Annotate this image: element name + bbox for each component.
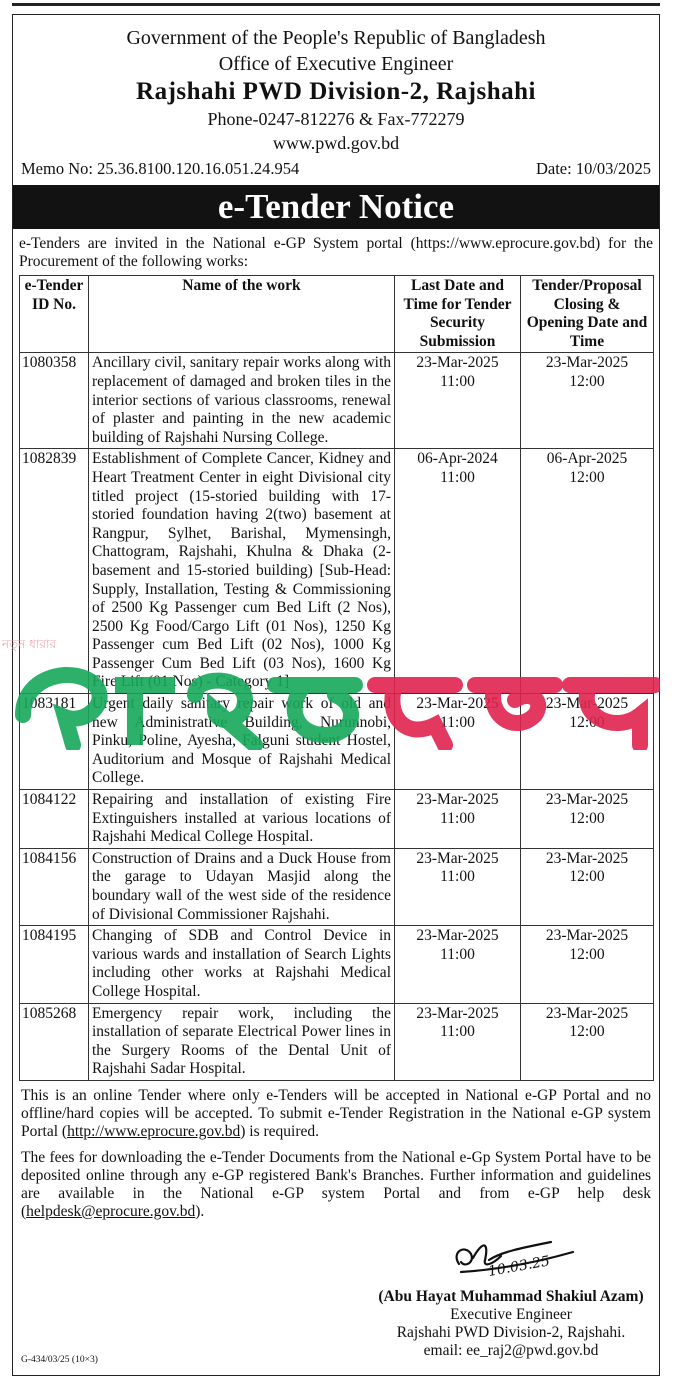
helpdesk-email-link[interactable]: helpdesk@eprocure.gov.bd: [26, 1202, 196, 1220]
work-name-cell: [89, 1003, 395, 1080]
fees-paragraph: [13, 1149, 659, 1221]
tender-id-cell: [20, 694, 89, 790]
website-line: www.pwd.gov.bd: [272, 133, 400, 153]
table-row: [20, 449, 654, 694]
closing-date-cell-close-date: 23-Mar-2025: [545, 791, 629, 809]
security-date-cell-last-date: 23-Mar-2025: [416, 1004, 499, 1022]
para1-text: This is an online Tender where only e-Tenders will be accepted in National e-GP Portal and no offline/hard copies will be accepted. To submit e-Tender Registration in the National e-GP system Portal (: [21, 1086, 651, 1140]
para2-text: The fees for downloading the e-Tender Documents from the National e-Gp System Portal have to be deposited online through any e-GP registered Bank's Branches. Further information and guidelines are available in the National e-GP system Portal and from e-GP help desk (: [21, 1148, 651, 1220]
tender-id-cell: [20, 353, 89, 449]
para1-tail: ) is required.: [240, 1122, 320, 1140]
security-date-cell-last-date: 23-Mar-2025: [416, 695, 499, 713]
signatory-details: [361, 1288, 661, 1360]
online-tender-paragraph: [13, 1087, 659, 1141]
work-name-cell-work: Changing of SDB and Control Device in various wards and installation of Search Lights including other works at Rajshahi Medical College Hospital.: [92, 927, 391, 1000]
closing-date-cell: [521, 1003, 654, 1080]
closing-date-cell: [521, 353, 654, 449]
closing-date-cell-close-time: 12:00: [569, 809, 605, 827]
handwritten-signature: [431, 1230, 581, 1285]
closing-date-cell-close-time: 12:00: [569, 868, 605, 886]
tender-table: [19, 275, 654, 1081]
tender-id-cell-id: 1080358: [22, 354, 77, 372]
security-date-cell-last-time: 11:00: [440, 1023, 475, 1041]
closing-date-cell-close-time: 12:00: [569, 1023, 605, 1041]
signatory-name: (Abu Hayat Muhammad Shakiul Azam): [378, 1288, 644, 1305]
table-row: [20, 694, 654, 790]
tender-id-cell: [20, 790, 89, 849]
tender-id-cell-id: 1083181: [22, 695, 77, 713]
tender-id-cell: [20, 1003, 89, 1080]
work-name-cell: [89, 353, 395, 449]
signatory-title: Executive Engineer: [450, 1306, 572, 1323]
work-name-cell: [89, 449, 395, 694]
closing-date-cell: [521, 694, 654, 790]
security-date-cell: [395, 848, 521, 925]
office-line: Office of Executive Engineer: [218, 53, 454, 75]
work-name-cell-work: Urgent daily sanitary repair work of old and new Administrative Building, Nurunnobi, Pinku, Poline, Ayesha, Falguni student Hostel, Auditorium and Mosque of Rajshahi Medical College.: [92, 695, 391, 787]
table-header-row: [20, 276, 654, 353]
signatory-office: Rajshahi PWD Division-2, Rajshahi.: [396, 1324, 626, 1341]
watermark-tagline: নতুন ধারার: [2, 637, 57, 651]
work-name-cell: [89, 926, 395, 1003]
closing-date-cell-close-date: 23-Mar-2025: [545, 354, 629, 372]
eprocure-link[interactable]: http://www.eprocure.gov.bd: [67, 1122, 241, 1140]
tender-id-cell-id: 1084156: [22, 849, 77, 867]
security-date-cell: [395, 790, 521, 849]
tender-id-cell: [20, 926, 89, 1003]
division-title: Rajshahi PWD Division-2, Rajshahi: [136, 78, 536, 105]
security-date-cell: [395, 1003, 521, 1080]
tender-id-cell-id: 1084122: [22, 791, 77, 809]
work-name-cell-work: Ancillary civil, sanitary repair works along with replacement of damaged and broken tiles in the interior sections of various classrooms, renewal of plaster and painting in the new academic building of Rajshahi Nursing College.: [92, 354, 391, 446]
table-row: [20, 353, 654, 449]
work-name-cell: [89, 790, 395, 849]
closing-date-cell-close-time: 12:00: [569, 713, 605, 731]
col-header-id: e-Tender ID No.: [20, 276, 89, 353]
security-date-cell-last-time: 11:00: [440, 468, 475, 486]
security-date-cell-last-date: 06-Apr-2024: [417, 450, 498, 468]
work-name-cell-work: Establishment of Complete Cancer, Kidney and Heart Treatment Center in eight Divisional city titled project (15-storied building with 17-storied foundation having 2(two) basement at Rangpur, Sylhet, Barishal, Mymensingh, Chattogram, Rajshahi, Khulna & Dhaka (2- basement and 15-storied building) [Sub-Head: Supply, Installation, Testing & Commissioning of 2500 Kg Passenger cum Bed Lift (2 Nos), 2500 Kg Food/Cargo Lift (01 Nos), 1250 Kg Passenger cum Bed Lift (02 Nos), 1000 Kg Passenger Cum Bed Lift (03 Nos), 1600 Kg Fire Lift (01 Nos) - Category 1]: [92, 450, 391, 691]
closing-date-cell: [521, 848, 654, 925]
work-name-cell: [89, 694, 395, 790]
security-date-cell-last-time: 11:00: [440, 713, 475, 731]
security-date-cell-last-time: 11:00: [440, 868, 475, 886]
security-date-cell-last-date: 23-Mar-2025: [416, 791, 499, 809]
government-line: Government of the People's Republic of Bangladesh: [126, 27, 546, 49]
tender-id-cell: [20, 449, 89, 694]
security-date-cell: [395, 926, 521, 1003]
security-date-cell: [395, 694, 521, 790]
signature-date: 10.03.25: [486, 1253, 552, 1280]
phone-fax-line: Phone-0247-812276 & Fax-772279: [207, 109, 465, 129]
tender-id-cell: [20, 848, 89, 925]
security-date-cell-last-time: 11:00: [440, 372, 475, 390]
work-name-cell-work: Emergency repair work, including the installation of separate Electrical Power lines in the Surgery Rooms of the Dental Unit of Rajshahi Sadar Hospital.: [92, 1004, 391, 1078]
closing-date-cell-close-time: 12:00: [569, 468, 605, 486]
table-row: [20, 926, 654, 1003]
memo-row: [13, 157, 659, 181]
table-row: [20, 848, 654, 925]
closing-date-cell-close-time: 12:00: [569, 945, 605, 963]
letterhead: [13, 15, 659, 155]
top-rule: [12, 3, 660, 6]
print-code: G-434/03/25 (10×3): [21, 1355, 98, 1365]
security-date-cell-last-date: 23-Mar-2025: [416, 849, 499, 867]
closing-date-cell-close-time: 12:00: [569, 372, 605, 390]
closing-date-cell-close-date: 23-Mar-2025: [545, 849, 629, 867]
security-date-cell-last-time: 11:00: [440, 945, 475, 963]
security-date-cell: [395, 353, 521, 449]
closing-date-cell-close-date: 23-Mar-2025: [545, 927, 629, 945]
work-name-cell-work: Repairing and installation of existing Fire Extinguishers installed at various locations of Rajshahi Medical College Hospital.: [92, 791, 391, 846]
col-header-security-date: Last Date and Time for Tender Security Submission: [395, 276, 521, 353]
security-date-cell-last-date: 23-Mar-2025: [416, 927, 499, 945]
table-row: [20, 790, 654, 849]
para2-tail: ).: [195, 1202, 205, 1220]
signatory-email: email: ee_raj2@pwd.gov.bd: [423, 1342, 599, 1359]
closing-date-cell-close-date: 23-Mar-2025: [545, 695, 629, 713]
col-header-work: Name of the work: [89, 276, 395, 353]
closing-date-cell: [521, 790, 654, 849]
closing-date-cell-close-date: 06-Apr-2025: [546, 450, 628, 468]
closing-date-cell: [521, 449, 654, 694]
memo-number: Memo No: 25.36.8100.120.16.051.24.954: [21, 159, 300, 178]
security-date-cell-last-time: 11:00: [440, 809, 475, 827]
table-row: [20, 1003, 654, 1080]
security-date-cell-last-date: 23-Mar-2025: [416, 354, 499, 372]
tender-id-cell-id: 1084195: [22, 927, 77, 945]
tender-id-cell-id: 1082839: [22, 450, 77, 468]
work-name-cell: [89, 848, 395, 925]
table-body: [20, 353, 654, 1081]
notice-banner: e-Tender Notice: [13, 185, 659, 229]
work-name-cell-work: Construction of Drains and a Duck House from the garage to Udayan Masjid along the boundary wall of the west side of the residence of Divisional Commissioner Rajshahi.: [92, 849, 391, 923]
col-header-closing-date: Tender/Proposal Closing & Opening Date and Time: [521, 276, 654, 353]
intro-text: e-Tenders are invited in the National e-GP System portal (https://www.eprocure.gov.bd) for the Procurement of the following works:: [19, 235, 653, 270]
memo-date: Date: 10/03/2025: [535, 159, 651, 178]
tender-id-cell-id: 1085268: [22, 1004, 77, 1022]
closing-date-cell-close-date: 23-Mar-2025: [545, 1004, 629, 1022]
tender-notice-document: [12, 14, 660, 1376]
security-date-cell: [395, 449, 521, 694]
closing-date-cell: [521, 926, 654, 1003]
